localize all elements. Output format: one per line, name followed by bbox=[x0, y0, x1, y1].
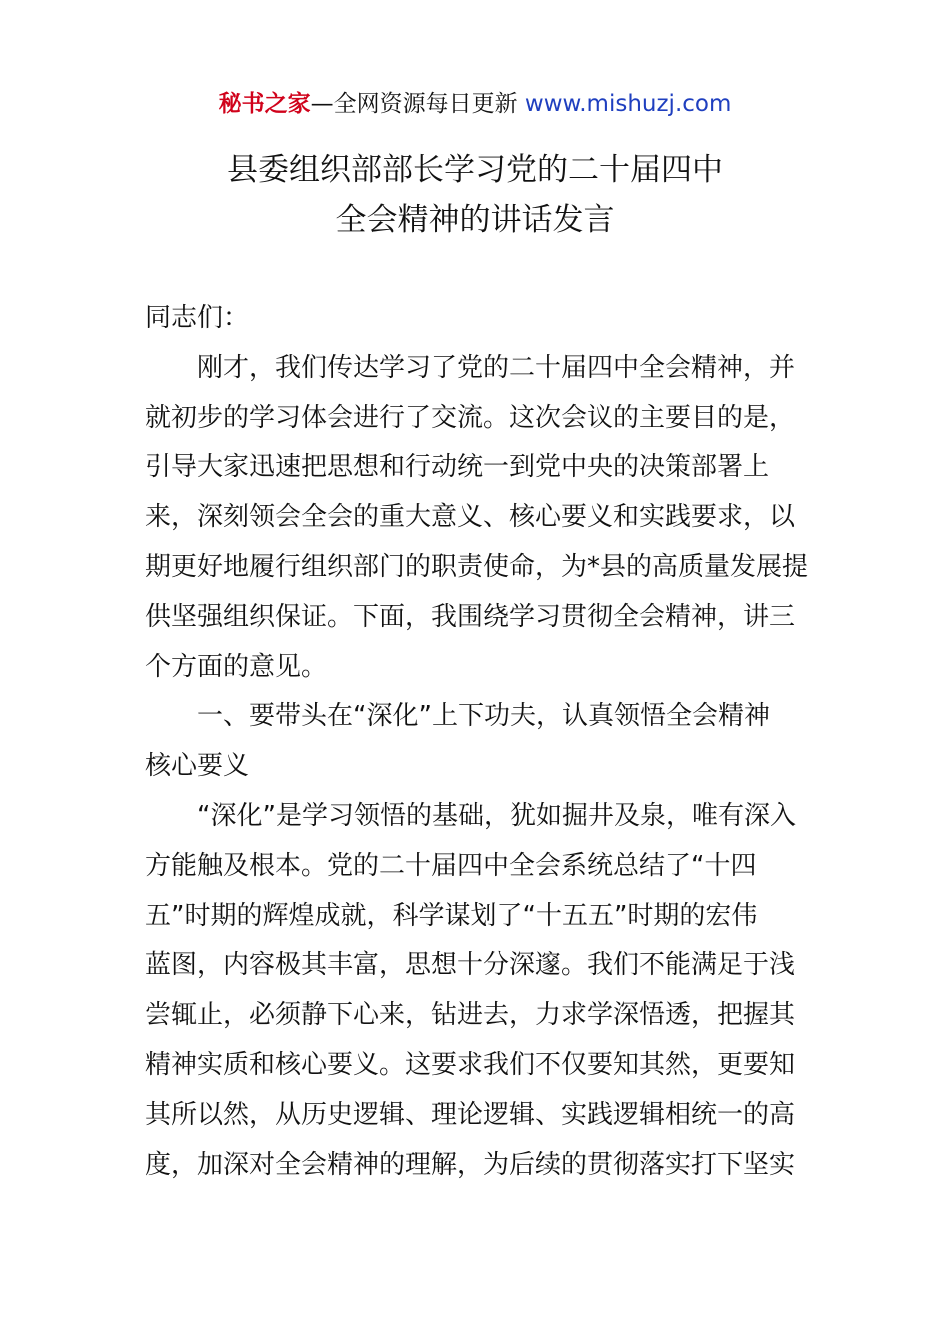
document-body bbox=[145, 294, 810, 1190]
paragraph-line: 精神实质和核心要义。这要求我们不仅要知其然，更要知 bbox=[145, 1049, 796, 1080]
document-title-line-2: 全会精神的讲话发言 bbox=[335, 202, 615, 238]
paragraph-line: 其所以然，从历史逻辑、理论逻辑、实践逻辑相统一的高 bbox=[145, 1099, 796, 1130]
brand-name: 秘书之家 bbox=[218, 91, 311, 117]
paragraph-line: 度，加深对全会精神的理解，为后续的贯彻落实打下坚实 bbox=[145, 1149, 796, 1180]
paragraph-line: 方能触及根本。党的二十届四中全会系统总结了“十四 bbox=[145, 850, 757, 881]
paragraph-line: 期更好地履行组织部门的职责使命，为*县的高质量发展提 bbox=[145, 551, 809, 582]
site-url[interactable]: www.mishuzj.com bbox=[524, 91, 732, 117]
paragraph-line: 蓝图，内容极其丰富，思想十分深邃。我们不能满足于浅 bbox=[145, 950, 796, 981]
section-heading: 一、要带头在“深化”上下功夫，认真领悟全会精神 bbox=[197, 701, 770, 732]
site-header bbox=[0, 86, 950, 122]
paragraph-line: 就初步的学习体会进行了交流。这次会议的主要目的是， bbox=[145, 402, 796, 433]
section-heading: 核心要义 bbox=[145, 751, 250, 782]
paragraph-line: 尝辄止，必须静下心来，钻进去，力求学深悟透，把握其 bbox=[145, 1000, 796, 1031]
header-tagline: —全网资源每日更新 bbox=[310, 91, 525, 117]
document-title-line-1: 县委组织部部长学习党的二十届四中 bbox=[227, 152, 723, 188]
paragraph-line: 供坚强组织保证。下面，我围绕学习贯彻全会精神，讲三 bbox=[145, 601, 796, 632]
paragraph-line: “深化”是学习领悟的基础，犹如掘井及泉，唯有深入 bbox=[197, 800, 796, 831]
paragraph-line: 个方面的意见。 bbox=[145, 651, 328, 682]
paragraph-line: 引导大家迅速把思想和行动统一到党中央的决策部署上 bbox=[145, 452, 770, 483]
paragraph-line: 刚才，我们传达学习了党的二十届四中全会精神，并 bbox=[197, 352, 796, 383]
salutation: 同志们： bbox=[145, 303, 250, 333]
paragraph-line: 来，深刻领会全会的重大意义、核心要义和实践要求，以 bbox=[145, 502, 796, 533]
paragraph-line: 五”时期的辉煌成就，科学谋划了“十五五”时期的宏伟 bbox=[145, 900, 758, 931]
